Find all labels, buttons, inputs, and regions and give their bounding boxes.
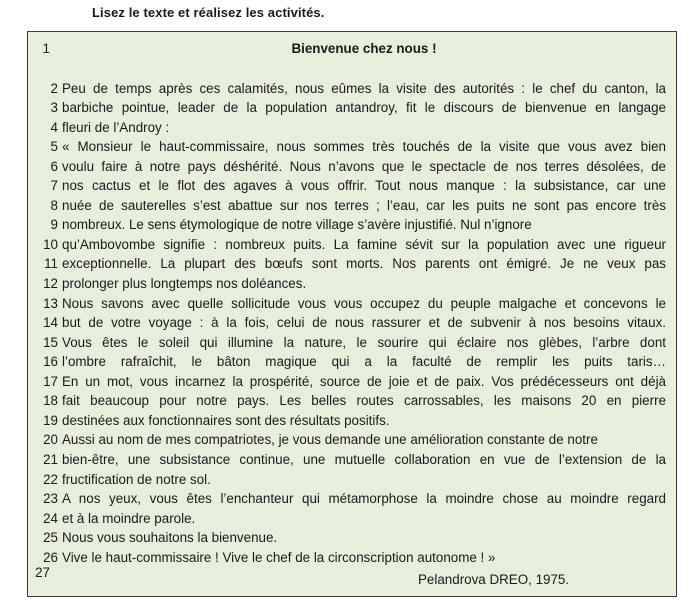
line-number: 17 [43,373,58,389]
line-text: En un mot, vous incarnez la prospérité, source de joie et de paix. Vos prédécesseurs ont déjà [62,373,666,389]
line-text: et à la moindre parole. [62,510,196,526]
text-line [28,79,676,99]
line-text: voulu faire à notre pays déshérité. Nous n’avons que le spectacle de nos terres désolées, de [62,158,666,174]
line-number: 2 [50,80,58,96]
line-number: 19 [43,412,58,428]
line-number: 12 [43,276,58,291]
line-number: 20 [43,432,58,448]
line-number: 18 [43,393,58,409]
line-number: 5 [50,139,58,155]
line-text: nombreux. Le sens étymologique de notre village s’avère injustifié. Nul n’ignore [62,217,532,233]
line-text: Nous savons avec quelle sollicitude vous vous occupez du peuple malgache et concevons le [62,295,666,311]
line-number: 22 [43,471,58,487]
line-number: 10 [43,236,58,252]
line-text: A nos yeux, vous êtes l’enchanteur qui métamorphose la moindre chose au moindre regard [62,491,666,507]
line-number: 13 [43,295,58,311]
line-number: 23 [43,491,58,507]
line-number: 11 [44,256,58,272]
line-number: 8 [50,197,58,213]
line-text: fait beaucoup pour notre pays. Les belles routes carrossables, les maisons 20 en pierre [62,393,666,409]
text-line [28,489,676,509]
line-number: 6 [50,158,58,174]
text-line [28,98,676,118]
text-line [28,470,676,490]
line-text: qu’Ambovombe signifie : nombreux puits. La famine sévit sur la population avec une rigueur [62,236,666,252]
line-text: prolonger plus longtemps nos doléances. [62,276,307,291]
line-text: « Monsieur le haut-commissaire, nous sommes très touchés de la visite que vous avez bien [62,139,666,155]
line-number: 16 [43,354,58,370]
line-text: Peu de temps après ces calamités, nous eûmes la visite des autorités : le chef du canton, la [62,80,666,96]
line-number: 14 [43,315,58,331]
text-line [28,352,676,372]
line-text: Nous vous souhaitons la bienvenue. [62,530,278,546]
text-line [28,372,676,392]
text-line [28,215,676,235]
text-line [28,313,676,333]
line-number: 1 [42,41,50,56]
line-number: 15 [43,334,58,350]
text-line [28,137,676,157]
line-number: 9 [50,217,58,233]
text-line [28,118,676,138]
text-line [28,176,676,196]
signature: Pelandrova DREO, 1975. [418,572,570,587]
text-line [28,274,676,294]
title-line [28,39,676,59]
line-text: barbiche pointue, leader de la population antandroy, fit le discours de bienvenue en langage [62,100,666,116]
text-line [28,235,676,255]
line-number: 27 [35,565,50,580]
last-line [28,563,676,583]
line-text: Vive le haut-commissaire ! Vive le chef de la circonscription autonome ! » [62,549,496,565]
text-line [28,450,676,470]
text-line [28,430,676,450]
line-number: 7 [50,178,58,194]
line-text: exceptionnelle. La plupart des bœufs sont morts. Nos parents ont émigré. Je ne veux pas [62,256,666,272]
text-line [28,333,676,353]
line-text: fructification de notre sol. [62,471,211,487]
line-text: l’ombre rafraîchit, le bâton magique qui a la faculté de remplir les puits taris… [62,354,666,370]
line-text: destinées aux fonctionnaires sont des résultats positifs. [62,412,390,428]
line-number: 26 [43,549,58,565]
instruction-heading: Lisez le texte et réalisez les activités. [92,5,325,20]
line-text: nos cactus et le flot des agaves à vous offrir. Tout nous manque : la subsistance, car une [62,178,666,194]
line-number: 3 [50,100,58,116]
text-line [28,196,676,216]
line-text: fleuri de l’Androy : [62,119,170,135]
text-line [28,157,676,177]
line-text: bien-être, une subsistance continue, une mutuelle collaboration en vue de l’extension de la [62,451,666,467]
text-line [28,391,676,411]
text-box [27,31,677,597]
line-text: nuée de sauterelles s’est abattue sur nos terres ; l’eau, car les puits ne sont pas encore très [62,197,666,213]
text-line [28,254,676,274]
text-title: Bienvenue chez nous ! [291,41,437,56]
text-line [28,509,676,529]
text-line [28,528,676,548]
text-line [28,411,676,431]
text-line [28,294,676,314]
line-number: 21 [43,451,58,467]
line-number: 24 [43,510,58,526]
line-number: 25 [43,530,58,546]
line-number: 4 [50,119,58,135]
line-text: Vous êtes le soleil qui illumine la nature, le sourire qui éclaire nos glèbes, l’arbre dont [62,334,666,350]
line-text: but de votre voyage : à la fois, celui de nous rassurer et de subvenir à nos besoins vitaux. [62,315,666,331]
line-text: Aussi au nom de mes compatriotes, je vous demande une amélioration constante de notre [62,432,598,448]
